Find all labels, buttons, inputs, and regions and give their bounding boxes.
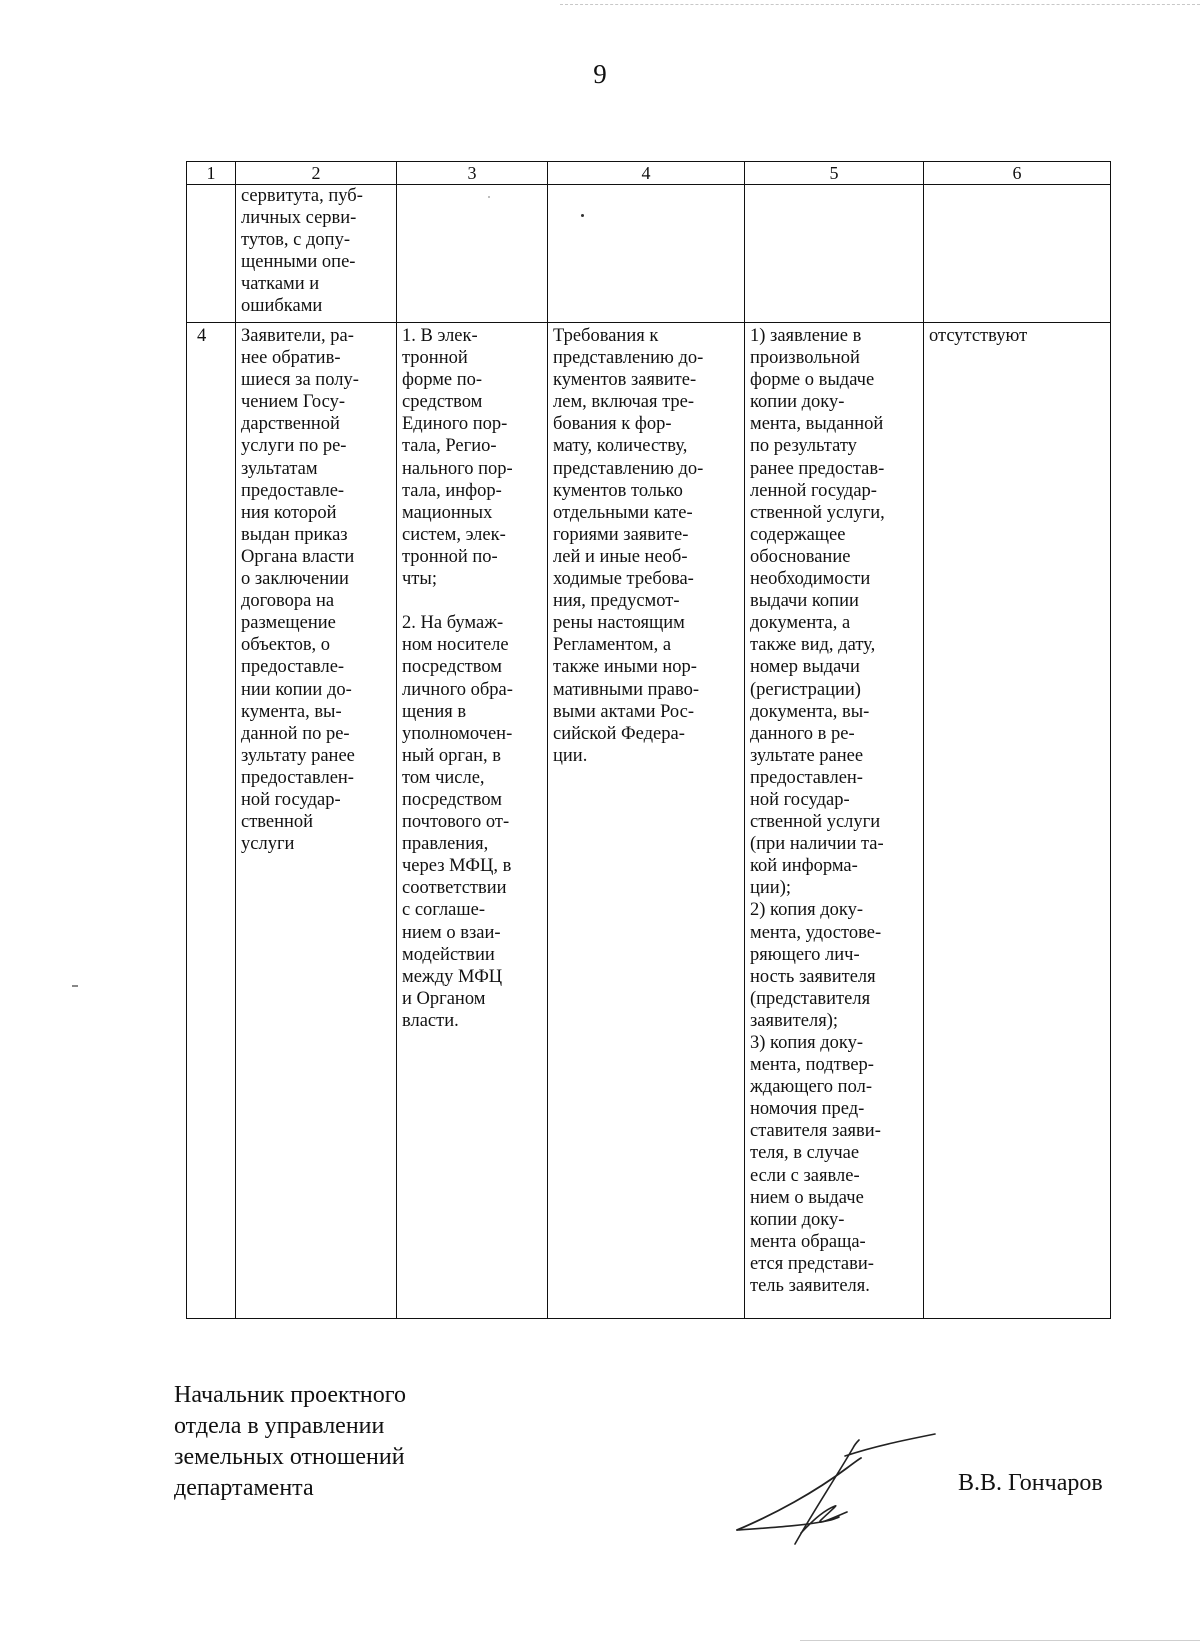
requirements-table — [186, 161, 1111, 1319]
row2-other-cell: отсутствуют — [924, 323, 1111, 1319]
page-number: 9 — [593, 59, 607, 89]
row1-number-cell — [187, 185, 236, 323]
table-row — [187, 185, 1111, 323]
row2-applicants-cell: Заявители, ра- нее обратив- шиеся за полу- чением Госу- дарственной услуги по ре- зультатам предоставле- ния которой выдан приказ Органа власти о заключении договора на размещение объектов, о предоставле- нии копии до- кумента, вы- данной по ре- зультату ранее предоставлен- ной государ- ственной услуги — [236, 323, 397, 1319]
header-cell-6: 6 — [924, 162, 1111, 185]
scan-edge-top — [560, 4, 1200, 5]
row2-documents-cell: 1) заявление в произвольной форме о выдаче копии доку- мента, выданной по результату ранее предостав- ленной государ- ственной услуги, содержащее обоснование необходимости выдачи копии документа, а также вид, дату, номер выдачи (регистрации) документа, вы- данного в ре- зультате ранее предоставлен- ной государ- ственной услуги (при наличии та- кой информа- ции); 2) копия доку- мента, удостове- ряющего лич- ность заявителя (представителя заявителя); 3) копия доку- мента, подтвер- ждающего пол- номочия пред- ставителя заяви- теля, в случае если с заявле- нием о выдаче копии доку- мента обраща- ется представи- тель заявителя. — [745, 323, 924, 1319]
row1-other-cell — [924, 185, 1111, 323]
header-cell-2: 2 — [236, 162, 397, 185]
signer-name: В.В. Гончаров — [958, 1470, 1103, 1496]
row2-submission-cell: 1. В элек- тронной форме по- средством Единого пор- тала, Регио- нального пор- тала, инфор- мационных систем, элек- тронной по- чты; 2. На бумаж- ном носителе посредством личного обра- щения в уполномочен- ный орган, в том числе, посредством почтового от- правления, через МФЦ, в соответствии с соглаше- нием о взаи- модействии между МФЦ и Органом власти. — [397, 323, 548, 1319]
table-row — [187, 323, 1111, 1319]
handwritten-signature — [735, 1432, 955, 1547]
header-cell-4: 4 — [548, 162, 745, 185]
header-cell-5: 5 — [745, 162, 924, 185]
row1-applicants-cell: сервитута, пуб- личных серви- тутов, с допу- щенными опе- чатками и ошибками — [236, 185, 397, 323]
row2-requirements-cell: Требования к представлению до- кументов заявите- лем, включая тре- бования к фор- мату, количеству, представлению до- кументов только отдельными кате- гориями заявите- лей и иные необ- ходимые требова- ния, предусмот- рены настоящим Регламентом, а также иными нор- мативными право- выми актами Рос- сийской Федера- ции. — [548, 323, 745, 1319]
table-header-row — [187, 162, 1111, 185]
row2-number-cell: 4 — [187, 323, 236, 1319]
scan-speck — [581, 214, 584, 217]
scan-edge-bottom — [800, 1640, 1200, 1641]
scan-speck — [72, 985, 78, 987]
row1-submission-cell — [397, 185, 548, 323]
header-cell-1: 1 — [187, 162, 236, 185]
scan-speck — [488, 196, 490, 198]
row1-documents-cell — [745, 185, 924, 323]
row1-requirements-cell — [548, 185, 745, 323]
signatory-position: Начальник проектного отдела в управлении земельных отношений департамента — [174, 1382, 406, 1501]
header-cell-3: 3 — [397, 162, 548, 185]
